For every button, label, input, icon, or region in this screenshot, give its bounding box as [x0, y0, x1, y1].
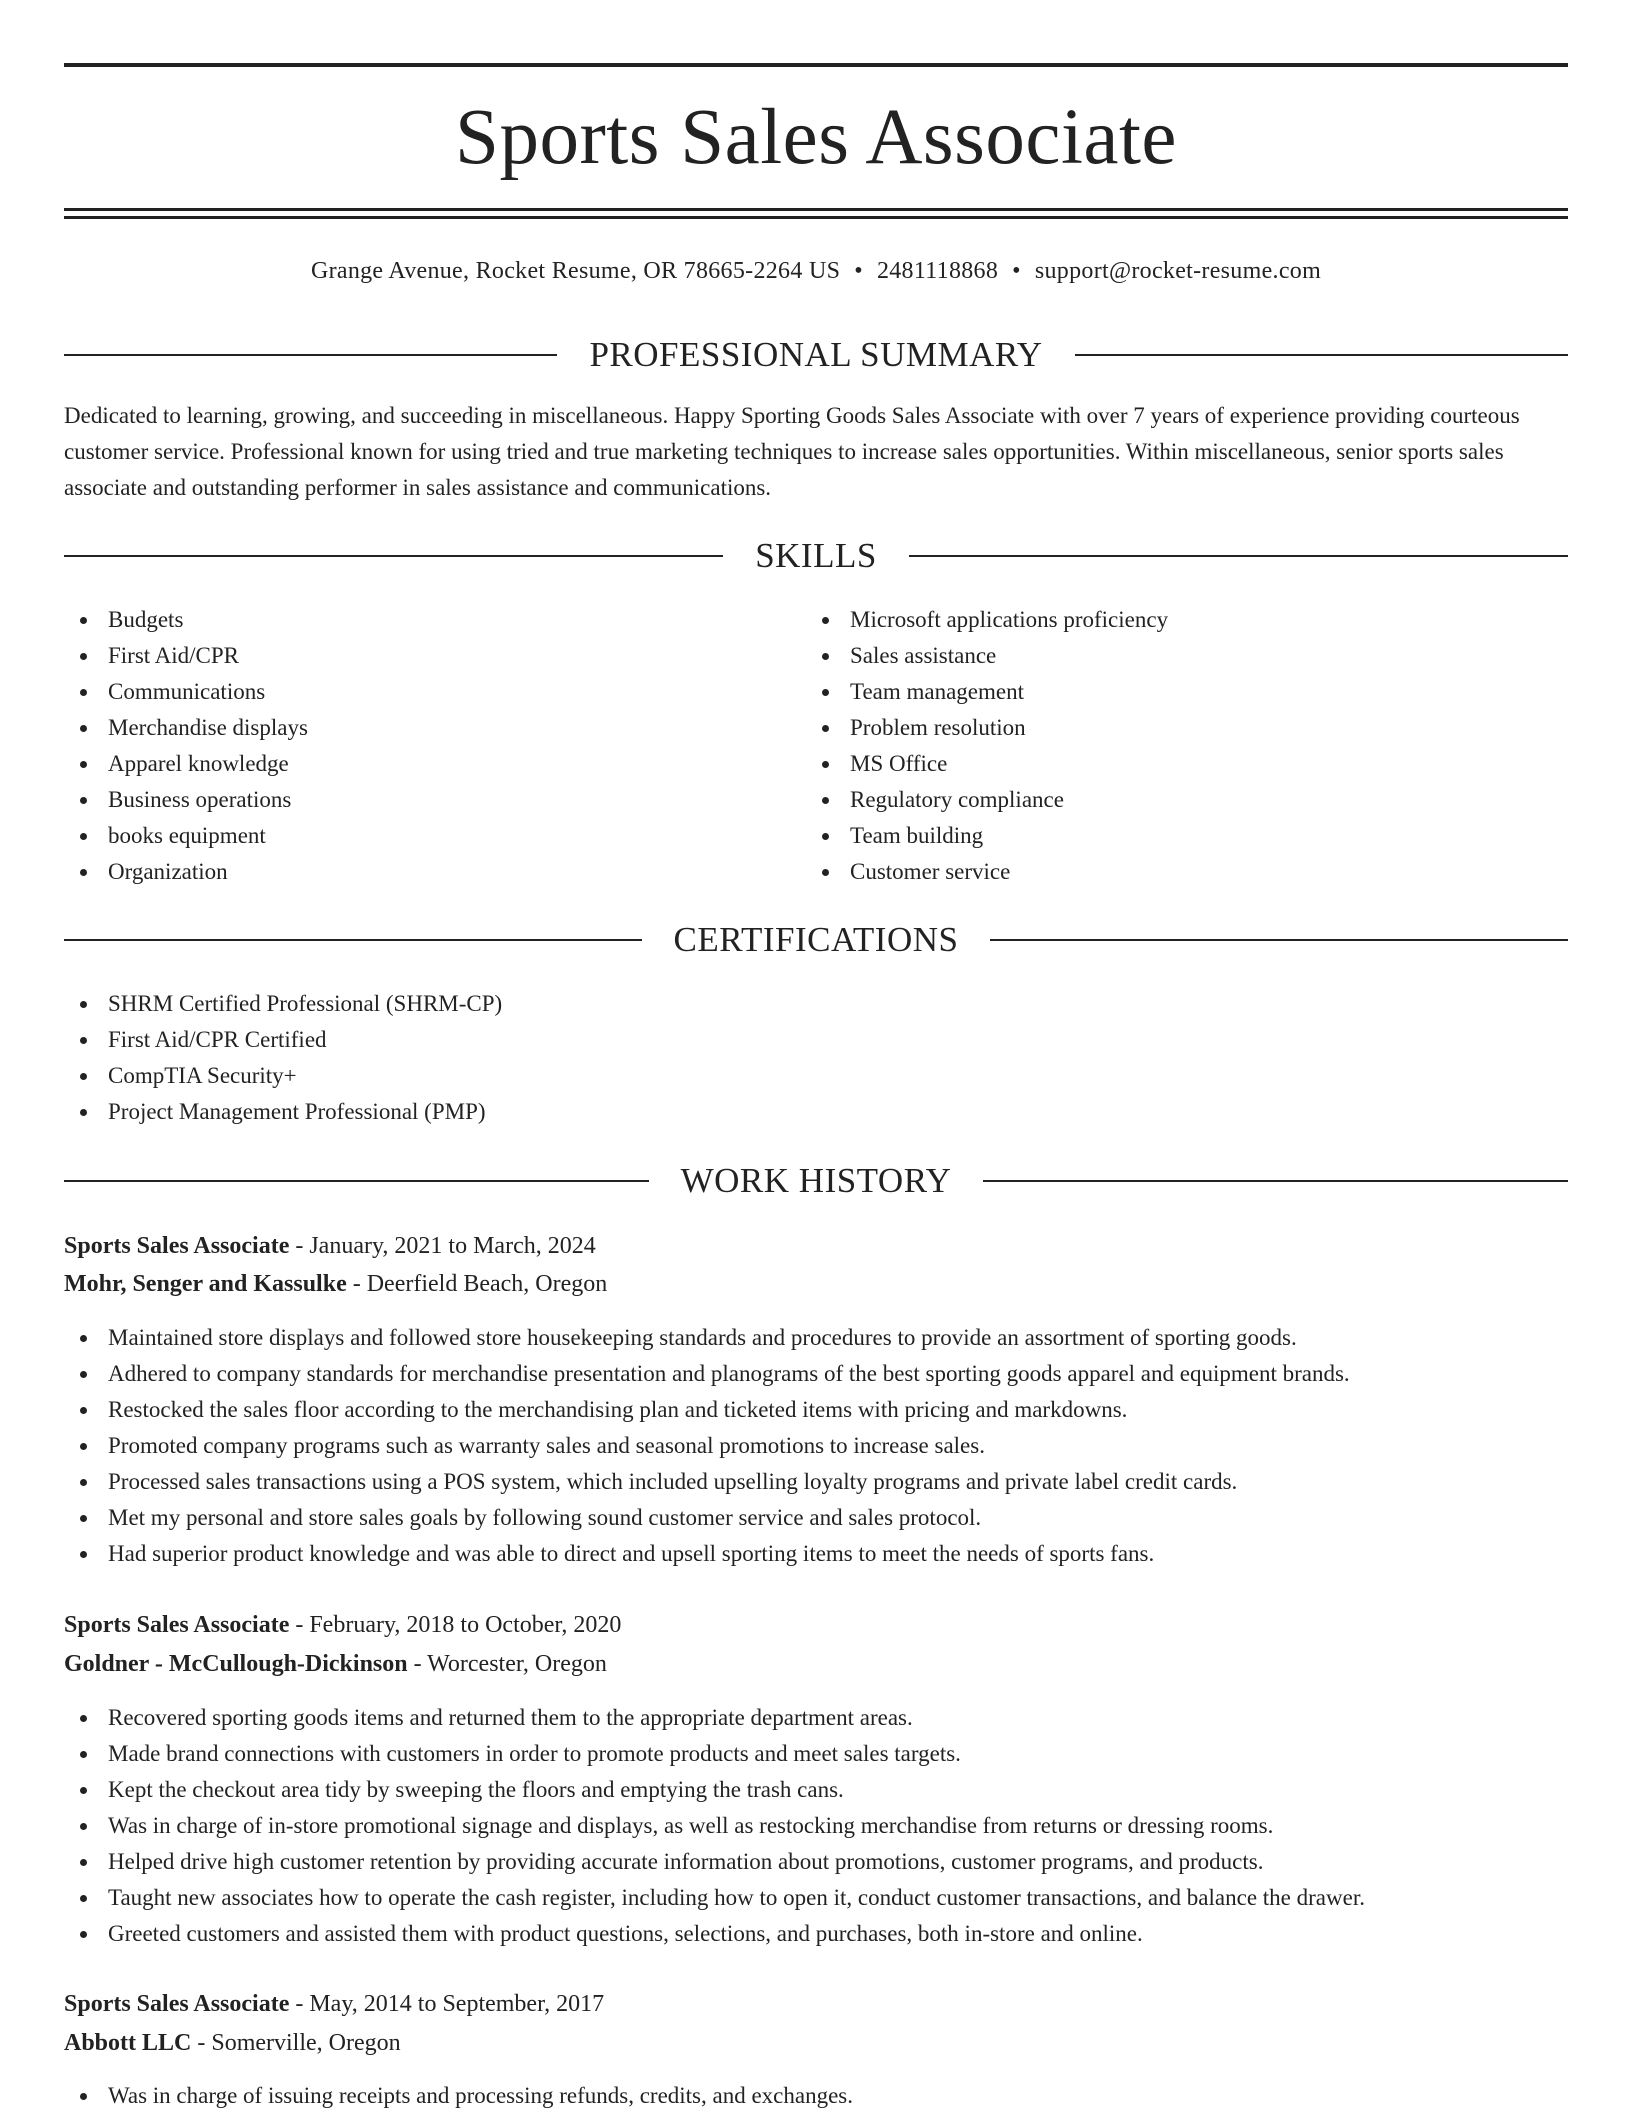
job-title-line	[64, 1606, 1568, 1644]
skill-item: Regulatory compliance	[806, 782, 1566, 818]
job-dates: - May, 2014 to September, 2017	[295, 1991, 605, 2017]
heading-rule-left	[64, 939, 642, 941]
job-bullet: Recovered sporting goods items and returned them to the appropriate department areas.	[64, 1700, 1568, 1736]
heading-rule-right	[1075, 354, 1568, 356]
job-bullets-list	[64, 2078, 1568, 2114]
heading-rule-left	[64, 354, 557, 356]
job-company-line	[64, 1645, 1568, 1683]
section-heading-certifications	[64, 918, 1568, 962]
job-title: Sports Sales Associate	[64, 1612, 290, 1638]
job-bullets-list	[64, 1700, 1568, 1952]
job-title: Sports Sales Associate	[64, 1991, 290, 2017]
skill-item: Communications	[64, 674, 804, 710]
header-double-rule-lower	[64, 216, 1568, 219]
section-heading-label: CERTIFICATIONS	[673, 920, 959, 959]
skill-item: Microsoft applications proficiency	[806, 602, 1566, 638]
certifications-list	[64, 986, 1568, 1130]
job-bullet: Taught new associates how to operate the cash register, including how to open it, conduct customer transactions, and balance the drawer.	[64, 1880, 1568, 1916]
job-bullet: Had superior product knowledge and was able to direct and upsell sporting items to meet the needs of sports fans.	[64, 1536, 1568, 1572]
job-company: Mohr, Senger and Kassulke	[64, 1271, 347, 1297]
summary-text: Dedicated to learning, growing, and succeeding in miscellaneous. Happy Sporting Goods Sales Associate with over 7 years of experience providing courteous customer service. Professional known for using tried and true marketing techniques to increase sales opportunities. Within miscellaneous, senior sports sales associate and outstanding performer in sales assistance and communications.	[64, 403, 1520, 500]
certification-item: First Aid/CPR Certified	[64, 1022, 1568, 1058]
skill-item: Problem resolution	[806, 710, 1566, 746]
skill-item: Business operations	[64, 782, 804, 818]
job-bullet: Adhered to company standards for merchandise presentation and planograms of the best sporting goods apparel and equipment brands.	[64, 1356, 1568, 1392]
contact-separator: •	[1012, 258, 1021, 284]
job-location: - Worcester, Oregon	[413, 1651, 607, 1677]
skill-item: Customer service	[806, 854, 1566, 890]
job-bullet: Promoted company programs such as warranty sales and seasonal promotions to increase sales.	[64, 1428, 1568, 1464]
job-dates: - February, 2018 to October, 2020	[295, 1612, 622, 1638]
skill-item: MS Office	[806, 746, 1566, 782]
job-company-line	[64, 2024, 1568, 2062]
job-bullet: Made brand connections with customers in order to promote products and meet sales targets.	[64, 1736, 1568, 1772]
skill-item: Team building	[806, 818, 1566, 854]
skill-item: Apparel knowledge	[64, 746, 804, 782]
job-bullet: Greeted customers and assisted them with product questions, selections, and purchases, both in-store and online.	[64, 1916, 1568, 1952]
heading-rule-left	[64, 555, 723, 557]
skill-item: Organization	[64, 854, 804, 890]
skill-item: Team management	[806, 674, 1566, 710]
job-bullet: Maintained store displays and followed store housekeeping standards and procedures to provide an assortment of sporting goods.	[64, 1320, 1568, 1356]
job-bullet: Helped drive high customer retention by providing accurate information about promotions, customer programs, and products.	[64, 1844, 1568, 1880]
job-bullet: Was in charge of in-store promotional signage and displays, as well as restocking merchandise from returns or dressing rooms.	[64, 1808, 1568, 1844]
skill-item: Budgets	[64, 602, 804, 638]
job-company-line	[64, 1265, 1568, 1303]
job-title-line	[64, 1227, 1568, 1265]
contact-line	[64, 254, 1568, 288]
job-company: Abbott LLC	[64, 2030, 192, 2056]
certification-item: CompTIA Security+	[64, 1058, 1568, 1094]
header-double-rule-upper	[64, 208, 1568, 211]
certification-item: Project Management Professional (PMP)	[64, 1094, 1568, 1130]
job-title-line	[64, 1985, 1568, 2023]
skill-item: Sales assistance	[806, 638, 1566, 674]
section-heading-label: WORK HISTORY	[680, 1161, 952, 1200]
contact-address: Grange Avenue, Rocket Resume, OR 78665-2264 US	[310, 258, 841, 284]
job-bullet: Kept the checkout area tidy by sweeping the floors and emptying the trash cans.	[64, 1772, 1568, 1808]
heading-rule-right	[909, 555, 1568, 557]
job-dates: - January, 2021 to March, 2024	[295, 1233, 596, 1259]
resume-title: Sports Sales Associate	[455, 94, 1177, 181]
section-heading-work-history	[64, 1159, 1568, 1203]
heading-rule-right	[983, 1180, 1568, 1182]
job-title: Sports Sales Associate	[64, 1233, 290, 1259]
job-bullet: Met my personal and store sales goals by following sound customer service and sales protocol.	[64, 1500, 1568, 1536]
section-heading-summary	[64, 333, 1568, 377]
certification-item: SHRM Certified Professional (SHRM-CP)	[64, 986, 1568, 1022]
contact-separator: •	[854, 258, 863, 284]
skills-list-left	[64, 602, 804, 890]
section-heading-label: PROFESSIONAL SUMMARY	[589, 335, 1043, 374]
job-company: Goldner - McCullough-Dickinson	[64, 1651, 408, 1677]
header-top-rule	[64, 63, 1568, 67]
heading-rule-right	[990, 939, 1568, 941]
heading-rule-left	[64, 1180, 649, 1182]
skill-item: books equipment	[64, 818, 804, 854]
job-location: - Deerfield Beach, Oregon	[352, 1271, 608, 1297]
job-bullet: Restocked the sales floor according to the merchandising plan and ticketed items with pricing and markdowns.	[64, 1392, 1568, 1428]
job-location: - Somerville, Oregon	[197, 2030, 401, 2056]
job-bullets-list	[64, 1320, 1568, 1572]
contact-email: support@rocket-resume.com	[1034, 258, 1322, 284]
contact-phone: 2481118868	[876, 258, 999, 284]
skill-item: First Aid/CPR	[64, 638, 804, 674]
skill-item: Merchandise displays	[64, 710, 804, 746]
skills-list-right	[806, 602, 1566, 890]
section-heading-label: SKILLS	[755, 536, 877, 575]
section-heading-skills	[64, 534, 1568, 578]
job-bullet: Was in charge of issuing receipts and processing refunds, credits, and exchanges.	[64, 2078, 1568, 2114]
job-bullet: Processed sales transactions using a POS system, which included upselling loyalty programs and private label credit cards.	[64, 1464, 1568, 1500]
